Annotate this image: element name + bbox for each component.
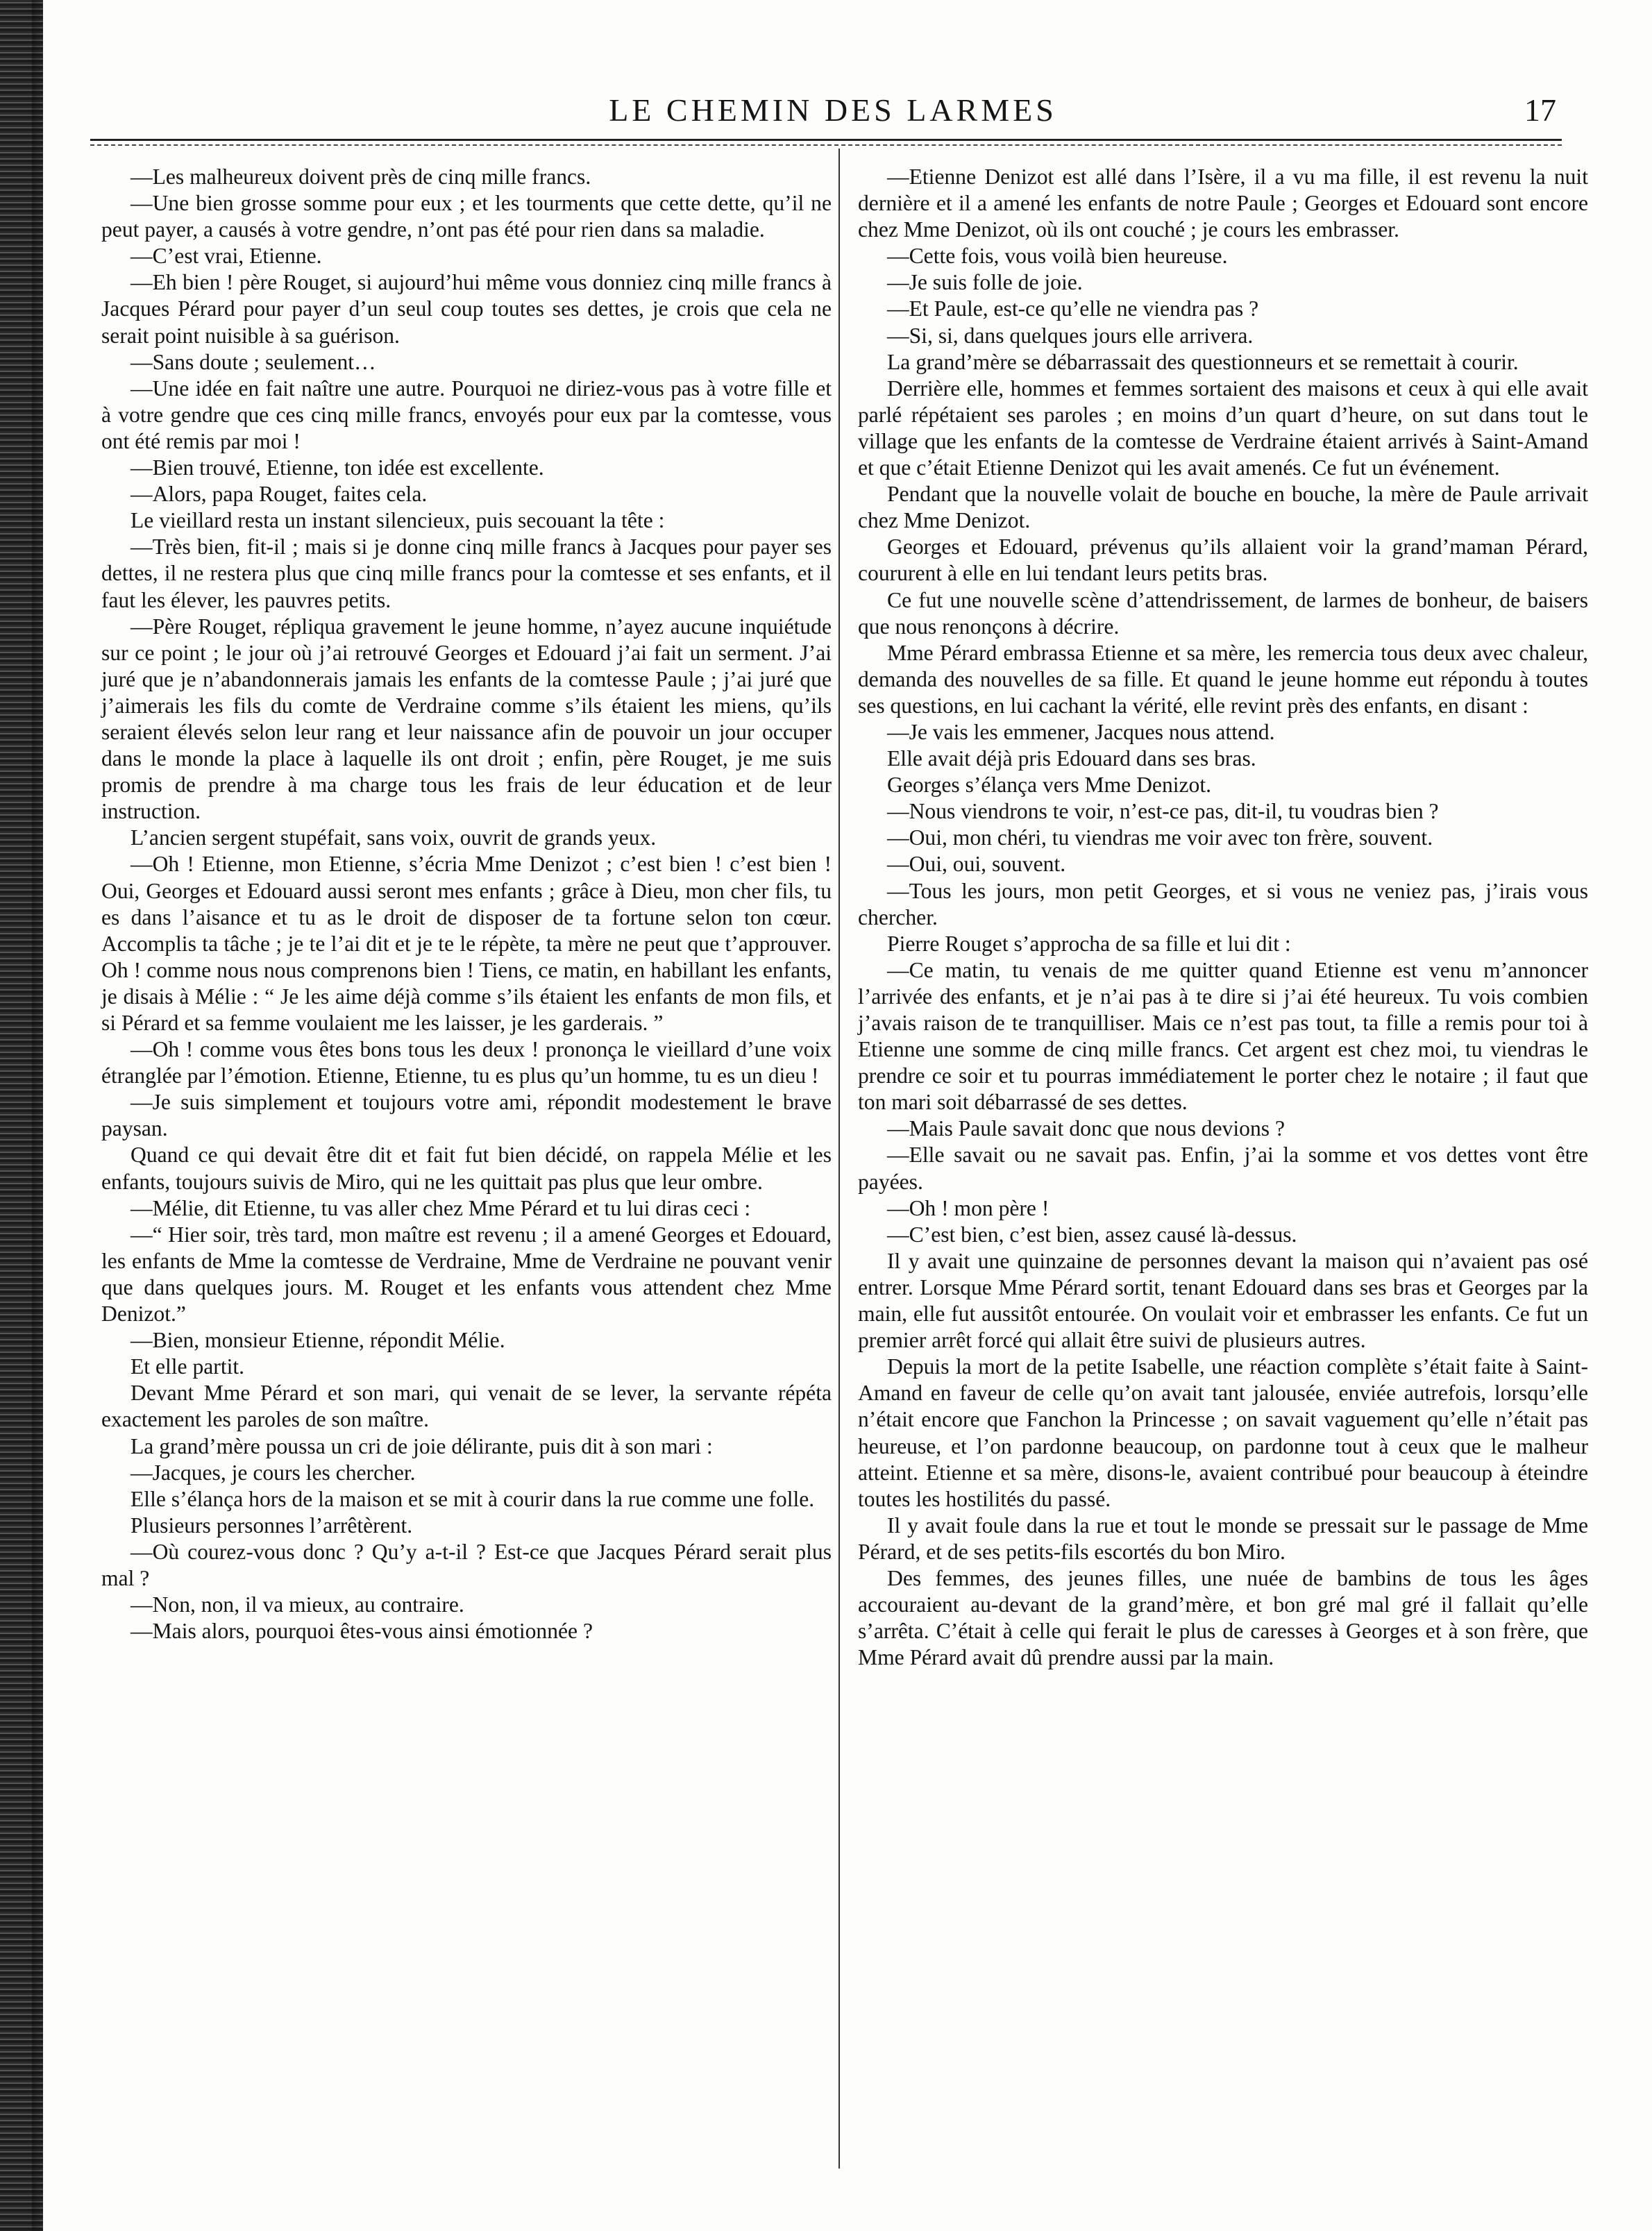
paragraph: —Et Paule, est-ce qu’elle ne viendra pas ? [887, 296, 1259, 321]
paragraph: Il y avait une quinzaine de personnes devant la maison qui n’avaient pas osé entrer. Lorsque Mme Pérard sortit, tenant Edouard dans ses bras et Georges par la main, elle fut aussitôt entourée. On voulait voir et embrasser les enfants. Ce fut un premier arrêt forcé qui allait être suivi de plusieurs autres. [858, 1248, 1588, 1353]
paragraph: —Nous viendrons te voir, n’est-ce pas, dit-il, tu voudras bien ? [887, 799, 1439, 824]
paragraph: Elle avait déjà pris Edouard dans ses bras. [887, 746, 1256, 771]
paragraph: Des femmes, des jeunes filles, une nuée de bambins de tous les âges accouraient au-devant de la grand’mère, et bon gré mal gré il fallait qu’elle s’arrêta. C’était à celle qui ferait le plus de caresses à Georges et à son frère, que Mme Pérard avait dû prendre aussi par la main. [858, 1565, 1588, 1670]
paragraph: —Père Rouget, répliqua gravement le jeune homme, n’ayez aucune inquiétude sur ce point ; le jour où j’ai retrouvé Georges et Edouard j’ai fait un serment. J’ai juré que je n’abandonnerais jamais les enfants de la comtesse Paule ; j’ai juré que j’aimerais les fils du comte de Verdraine comme s’ils étaient les miens, qu’ils seraient élevés selon leur rang et leur naissance afin de pouvoir un jour occuper dans le monde la place à laquelle ils ont droit ; enfin, père Rouget, je me suis promis de prendre à ma charge tous les frais de leur éducation et de leur instruction. [101, 614, 832, 824]
paragraph: —Une idée en fait naître une autre. Pourquoi ne diriez-vous pas à votre fille et à votre gendre que ces cinq mille francs, envoyés pour eux par la comtesse, vous ont été remis par moi ! [101, 376, 832, 453]
paragraph: —Eh bien ! père Rouget, si aujourd’hui même vous donniez cinq mille francs à Jacques Pérard pour payer d’un seul coup toutes ses dettes, je crois que cela ne serait point nuisible à sa guérison. [101, 270, 832, 348]
paragraph: —Mélie, dit Etienne, tu vas aller chez Mme Pérard et tu lui diras ceci : [130, 1195, 751, 1220]
paragraph: —Oh ! Etienne, mon Etienne, s’écria Mme Denizot ; c’est bien ! c’est bien ! Oui, Georges et Edouard aussi seront mes enfants ; grâce à Dieu, mon cher fils, tu es dans l’aisance et tu as le droit de disposer de ta fortune selon ton cœur. Accomplis ta tâche ; je te l’ai dit et je te le répète, ta mère ne peut que t’approuver. Oh ! comme nous nous comprenons bien ! Tiens, ce matin, en habillant les enfants, je disais à Mélie : “ Je les aime déjà comme s’ils étaient les enfants de mon fils, et si Pérard et sa femme voulaient me les laisser, je les garderais. ” [101, 852, 832, 1035]
text-column-left [101, 164, 832, 1644]
paragraph: La grand’mère se débarrassait des questionneurs et se remettait à courir. [887, 349, 1519, 374]
book-binding-edge [0, 0, 43, 2231]
paragraph: —Les malheureux doivent près de cinq mille francs. [130, 165, 591, 189]
paragraph: Ce fut une nouvelle scène d’attendrissement, de larmes de bonheur, de baisers que nous renonçons à décrire. [858, 587, 1588, 639]
paragraph: —Très bien, fit-il ; mais si je donne cinq mille francs à Jacques pour payer ses dettes, il ne restera plus que cinq mille francs pour la comtesse et ses enfants, et il faut les élever, les pauvres petits. [101, 534, 832, 612]
paragraph: —Bien, monsieur Etienne, répondit Mélie. [130, 1328, 505, 1353]
paragraph: La grand’mère poussa un cri de joie délirante, puis dit à son mari : [130, 1433, 713, 1458]
paragraph: —Je suis folle de joie. [887, 270, 1083, 295]
paragraph: —Ce matin, tu venais de me quitter quand Etienne est venu m’annoncer l’arrivée des enfants, et je n’ai pas à te dire si j’ai été heureux. Tu vois combien j’avais raison de te tranquilliser. Mais ce n’est pas tout, ta fille a remis pour toi à Etienne une somme de cinq mille francs. Cet argent est chez moi, tu viendras le prendre ce soir et tu pourras immédiatement le porter chez le notaire ; il faut que ton mari soit débarrassé de ses dettes. [858, 957, 1588, 1115]
paragraph: —Jacques, je cours les chercher. [130, 1460, 416, 1485]
paragraph: —Oh ! comme vous êtes bons tous les deux ! prononça le vieillard d’une voix étranglée par l’émotion. Etienne, Etienne, tu es plus qu’un homme, tu es un dieu ! [101, 1037, 832, 1088]
paragraph: Devant Mme Pérard et son mari, qui venait de se lever, la servante répéta exactement les paroles de son maître. [101, 1381, 832, 1432]
paragraph: —Cette fois, vous voilà bien heureuse. [887, 244, 1228, 269]
paragraph: —Non, non, il va mieux, au contraire. [130, 1592, 464, 1617]
paragraph: L’ancien sergent stupéfait, sans voix, ouvrit de grands yeux. [130, 825, 657, 850]
paragraph: Pierre Rouget s’approcha de sa fille et lui dit : [887, 931, 1291, 956]
paragraph: Mme Pérard embrassa Etienne et sa mère, les remercia tous deux avec chaleur, demanda des nouvelles de sa fille. Et quand le jeune homme eut répondu à toutes ses questions, en lui cachant la vérité, elle revint près des enfants, en disant : [858, 640, 1588, 718]
paragraph: —Bien trouvé, Etienne, ton idée est excellente. [130, 455, 544, 480]
paragraph: —“ Hier soir, très tard, mon maître est revenu ; il a amené Georges et Edouard, les enfants de Mme la comtesse de Verdraine, Mme de Verdraine ne pouvant venir que dans quelques jours. M. Rouget et les enfants vous attendent chez Mme Denizot.” [101, 1222, 832, 1327]
paragraph: —Je vais les emmener, Jacques nous attend. [887, 719, 1275, 744]
paragraph: —Oui, mon chéri, tu viendras me voir avec ton frère, souvent. [887, 825, 1433, 850]
paragraph: —Je suis simplement et toujours votre ami, répondit modestement le brave paysan. [101, 1090, 832, 1141]
paragraph: —Tous les jours, mon petit Georges, et si vous ne veniez pas, j’irais vous chercher. [858, 878, 1588, 929]
paragraph: Plusieurs personnes l’arrêtèrent. [130, 1513, 413, 1538]
header-rule-dashed [90, 144, 1562, 146]
paragraph: Georges s’élança vers Mme Denizot. [887, 773, 1212, 798]
paragraph: Derrière elle, hommes et femmes sortaient des maisons et ceux à qui elle avait parlé répétaient ses paroles ; en moins d’un quart d’heure, on sut dans tout le village que les enfants de la comtesse de Verdraine étaient arrivés à Saint-Amand et que c’était Etienne Denizot qui les avait amenés. Ce fut un événement. [858, 376, 1588, 480]
column-divider [838, 149, 840, 2169]
paragraph: —Une bien grosse somme pour eux ; et les tourments que cette dette, qu’il ne peut payer, a causés à votre gendre, n’ont pas été pour rien dans sa maladie. [101, 191, 832, 242]
paragraph: —Alors, papa Rouget, faites cela. [130, 482, 428, 507]
paragraph: —Mais alors, pourquoi êtes-vous ainsi émotionnée ? [130, 1619, 593, 1644]
paragraph: Quand ce qui devait être dit et fait fut bien décidé, on rappela Mélie et les enfants, toujours suivis de Miro, qui ne les quittait pas plus que leur ombre. [101, 1143, 832, 1194]
paragraph: —Sans doute ; seulement… [130, 349, 376, 374]
paragraph: —C’est vrai, Etienne. [130, 244, 322, 269]
paragraph: —Elle savait ou ne savait pas. Enfin, j’ai la somme et vos dettes vont être payées. [858, 1143, 1588, 1194]
paragraph: —Oui, oui, souvent. [887, 852, 1066, 877]
running-title: LE CHEMIN DES LARMES [609, 92, 1057, 128]
paragraph: —C’est bien, c’est bien, assez causé là-dessus. [887, 1222, 1297, 1247]
paragraph: Il y avait foule dans la rue et tout le monde se pressait sur le passage de Mme Pérard, et de ses petits-fils escortés du bon Miro. [858, 1513, 1588, 1564]
text-column-right [858, 164, 1588, 1671]
paragraph: —Si, si, dans quelques jours elle arrivera. [887, 323, 1254, 348]
paragraph: Depuis la mort de la petite Isabelle, une réaction complète s’était faite à Saint-Amand en faveur de celle qu’on avait tant jalousée, enviée autrefois, lorsqu’elle n’était encore que Fanchon la Princesse ; on savait vaguement qu’elle n’était pas heureuse, et l’on pardonne beaucoup, on pardonne tout à ceux que le malheur atteint. Etienne et sa mère, disons-le, avaient contribué pour beaucoup à éteindre toutes les hostilités du passé. [858, 1354, 1588, 1511]
header-rule [90, 139, 1562, 141]
paragraph: —Etienne Denizot est allé dans l’Isère, il a vu ma fille, il est revenu la nuit dernière et il a amené les enfants de notre Paule ; Georges et Edouard sont encore chez Mme Denizot, où ils ont couché ; je cours les embrasser. [858, 165, 1588, 242]
paragraph: Et elle partit. [130, 1354, 245, 1379]
paragraph: —Où courez-vous donc ? Qu’y a-t-il ? Est-ce que Jacques Pérard serait plus mal ? [101, 1539, 832, 1590]
paragraph: Elle s’élança hors de la maison et se mit à courir dans la rue comme une folle. [130, 1486, 815, 1511]
paragraph: —Oh ! mon père ! [887, 1195, 1050, 1220]
paragraph: —Mais Paule savait donc que nous devions ? [887, 1116, 1285, 1141]
page-header [104, 82, 1562, 137]
paragraph: Georges et Edouard, prévenus qu’ils allaient voir la grand’maman Pérard, coururent à elle en lui tendant leurs petits bras. [858, 534, 1588, 586]
paragraph: Le vieillard resta un instant silencieux, puis secouant la tête : [130, 508, 665, 533]
page-number: 17 [1524, 92, 1556, 128]
paragraph: Pendant que la nouvelle volait de bouche en bouche, la mère de Paule arrivait chez Mme Denizot. [858, 482, 1588, 533]
